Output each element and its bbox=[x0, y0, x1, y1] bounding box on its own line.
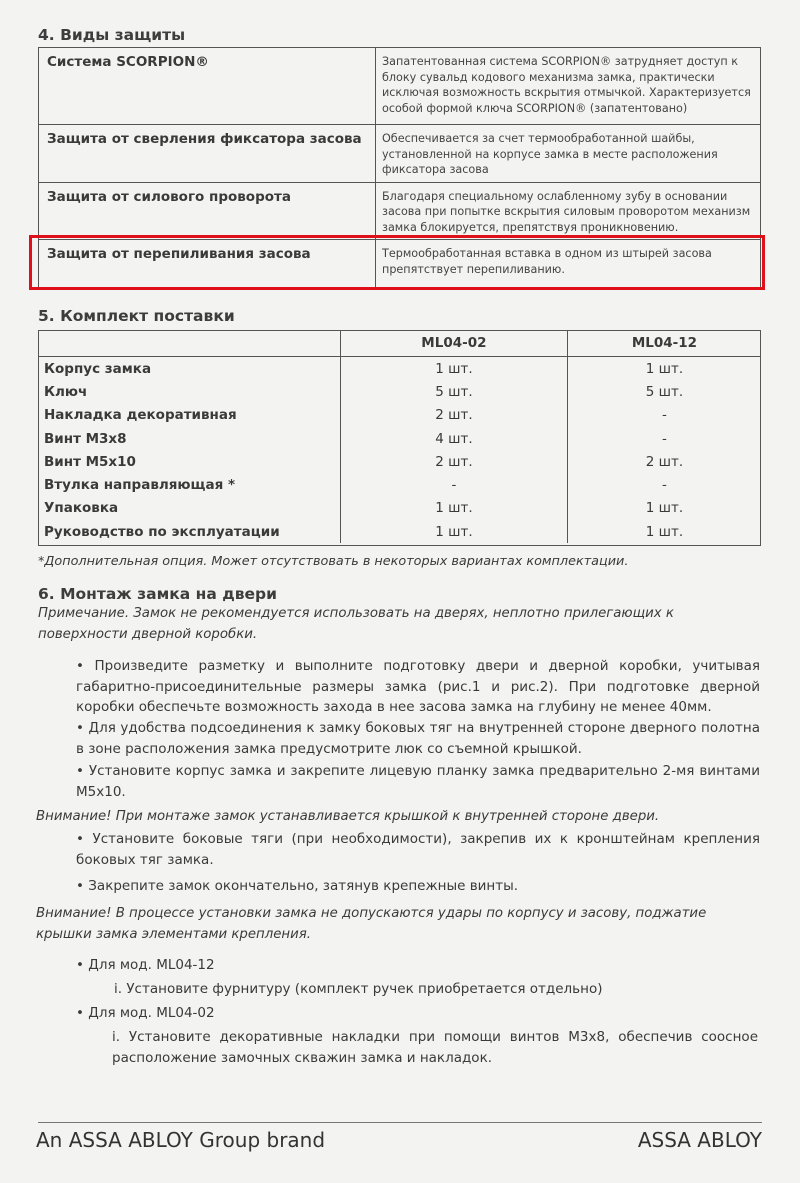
table-row bbox=[38, 450, 761, 473]
qty-ml04-12: 1 шт. bbox=[567, 497, 761, 520]
table-row bbox=[38, 380, 761, 403]
qty-ml04-12: - bbox=[567, 473, 761, 496]
protection-name: Защита от перепиливания засова bbox=[39, 240, 376, 290]
table-row bbox=[39, 240, 761, 290]
delivery-table bbox=[38, 330, 761, 543]
table-row bbox=[38, 520, 761, 543]
qty-ml04-12: 1 шт. bbox=[567, 520, 761, 543]
attention-cover-side: Внимание! При монтаже замок устанавливается крышкой к внутренней стороне двери. bbox=[36, 809, 660, 824]
item-name: Корпус замка bbox=[44, 360, 152, 377]
table-row bbox=[38, 473, 761, 496]
table-row bbox=[38, 357, 761, 381]
delivery-footnote: *Дополнительная опция. Может отсутствовать в некоторых вариантах комплектации. bbox=[38, 554, 629, 569]
item-name: Упаковка bbox=[44, 500, 119, 517]
qty-ml04-12: 2 шт. bbox=[567, 450, 761, 473]
qty-ml04-12: 5 шт. bbox=[567, 380, 761, 403]
table-row bbox=[38, 427, 761, 450]
qty-ml04-12: - bbox=[567, 404, 761, 427]
note-not-recommended: Примечание. Замок не рекомендуется использовать на дверях, неплотно прилегающих к поверхности дверной коробки. bbox=[38, 606, 674, 642]
qty-ml04-02: 4 шт. bbox=[340, 427, 567, 450]
footer-divider bbox=[38, 1122, 762, 1123]
footer-logo-text: ASSA ABLOY bbox=[637, 1128, 762, 1152]
column-header bbox=[38, 330, 340, 357]
footer-brand-text: An ASSA ABLOY Group brand bbox=[36, 1128, 326, 1152]
install-step-body: • Установите корпус замка и закрепите лицевую планку замка предварительно 2-мя винтами М5х10. bbox=[76, 761, 760, 802]
model-ml04-02-step: i. Установите декоративные накладки при помощи винтов М3х8, обеспечив соосное расположение замочных скважин замка и накладок. bbox=[112, 1029, 758, 1066]
item-name: Руководство по эксплуатации bbox=[44, 523, 280, 540]
qty-ml04-02: 1 шт. bbox=[340, 357, 567, 381]
item-name: Втулка направляющая * bbox=[44, 477, 235, 494]
qty-ml04-02: 1 шт. bbox=[340, 520, 567, 543]
protection-name: Защита от силового проворота bbox=[39, 182, 376, 240]
qty-ml04-02: 2 шт. bbox=[340, 450, 567, 473]
qty-ml04-02: - bbox=[340, 473, 567, 496]
qty-ml04-12: - bbox=[567, 427, 761, 450]
protection-desc: Благодаря специальному ослабленному зубу в основании засова при попытке вскрытия силовым проворотом механизм замка блокируется, препятствуя проникновению. bbox=[376, 182, 761, 240]
table-row bbox=[38, 404, 761, 427]
table-row bbox=[39, 125, 761, 183]
install-step-fix: • Закрепите замок окончательно, затянув крепежные винты. bbox=[76, 876, 760, 897]
table-row bbox=[39, 48, 761, 125]
section-5-title: 5. Комплект поставки bbox=[38, 307, 235, 325]
model-ml04-12: • Для мод. ML04-12 bbox=[76, 955, 760, 976]
protection-name: Защита от сверления фиксатора засова bbox=[39, 125, 376, 183]
column-header: ML04-12 bbox=[567, 330, 761, 357]
table-row bbox=[39, 182, 761, 240]
item-name: Ключ bbox=[44, 383, 88, 400]
protection-table bbox=[38, 47, 761, 290]
column-header: ML04-02 bbox=[340, 330, 567, 357]
install-step-hatch: • Для удобства подсоединения к замку боковых тяг на внутренней стороне дверного полотна в зоне расположения замка предусмотрите люк со съемной крышкой. bbox=[76, 718, 760, 759]
table-header-row bbox=[38, 330, 761, 357]
install-step-marking: • Произведите разметку и выполните подготовку двери и дверной коробки, учитывая габаритно-присоединительные размеры замка (рис.1 и рис.2). При подготовке дверной коробки обеспечьте возможность захода в нее засова замка на глубину не менее 40мм. bbox=[76, 656, 760, 718]
qty-ml04-02: 5 шт. bbox=[340, 380, 567, 403]
qty-ml04-02: 2 шт. bbox=[340, 404, 567, 427]
protection-name: Система SCORPION® bbox=[39, 48, 376, 125]
section-6-title: 6. Монтаж замка на двери bbox=[38, 585, 277, 603]
protection-desc: Запатентованная система SCORPION® затрудняет доступ к блоку сувальд кодового механизма замка, практически исключая возможность вскрытия отмычкой. Характеризуется особой формой ключа SCORPION® (запатентовано) bbox=[376, 48, 761, 125]
table-row bbox=[38, 497, 761, 520]
protection-desc: Обеспечивается за счет термообработанной шайбы, установленной на корпусе замка в месте расположения фиксатора засова bbox=[376, 125, 761, 183]
qty-ml04-12: 1 шт. bbox=[567, 357, 761, 381]
install-step-rods: • Установите боковые тяги (при необходимости), закрепив их к кронштейнам крепления боковых тяг замка. bbox=[76, 829, 760, 870]
attention-no-impacts: Внимание! В процессе установки замка не допускаются удары по корпусу и засову, поджатие крышки замка элементами крепления. bbox=[36, 906, 707, 942]
protection-desc: Термообработанная вставка в одном из штырей засова препятствует перепиливанию. bbox=[376, 240, 761, 290]
qty-ml04-02: 1 шт. bbox=[340, 497, 567, 520]
item-name: Винт М3х8 bbox=[44, 430, 127, 447]
model-ml04-02: • Для мод. ML04-02 bbox=[76, 1003, 760, 1024]
model-ml04-12-step: i. Установите фурнитуру (комплект ручек приобретается отдельно) bbox=[114, 981, 603, 997]
item-name: Винт М5х10 bbox=[44, 453, 136, 470]
section-4-title: 4. Виды защиты bbox=[38, 26, 186, 44]
item-name: Накладка декоративная bbox=[44, 407, 237, 424]
